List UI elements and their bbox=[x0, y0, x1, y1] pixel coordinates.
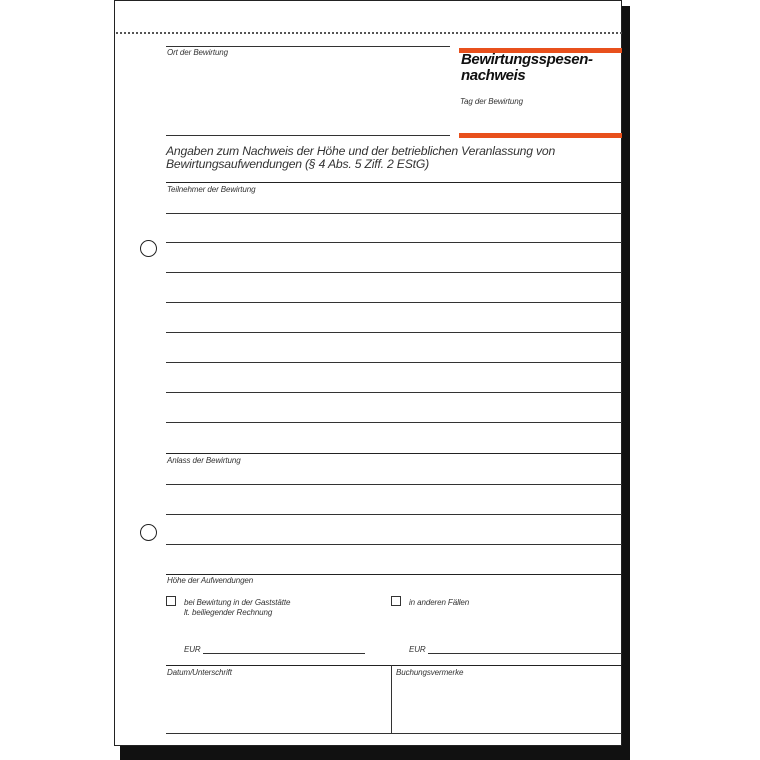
teilnehmer-section-end bbox=[166, 453, 622, 454]
teilnehmer-line[interactable] bbox=[166, 213, 622, 214]
anlass-line[interactable] bbox=[166, 514, 622, 515]
title-line-2: nachweis bbox=[461, 67, 526, 84]
teilnehmer-line[interactable] bbox=[166, 362, 622, 363]
ort-line bbox=[166, 46, 450, 47]
footer-top-line bbox=[166, 665, 622, 666]
title-line-1: Bewirtungsspesen- bbox=[461, 51, 593, 68]
gaststaette-label-1: bei Bewirtung in der Gaststätte bbox=[184, 598, 291, 607]
intro-underline bbox=[166, 182, 622, 183]
gaststaette-checkbox[interactable] bbox=[166, 596, 176, 606]
anlass-label: Anlass der Bewirtung bbox=[167, 456, 241, 465]
hoehe-label: Höhe der Aufwendungen bbox=[167, 576, 254, 585]
paper-stack-bottom bbox=[120, 746, 630, 760]
paper-stack-right bbox=[622, 6, 630, 760]
intro-text bbox=[166, 145, 626, 171]
datum-unterschrift-field[interactable] bbox=[166, 678, 390, 732]
form-title bbox=[461, 52, 593, 84]
teilnehmer-line[interactable] bbox=[166, 272, 622, 273]
buchungsvermerke-label: Buchungsvermerke bbox=[396, 668, 464, 677]
ort-bottom-line bbox=[166, 135, 450, 136]
footer-bottom-line bbox=[166, 733, 622, 734]
punch-hole-bottom bbox=[140, 524, 157, 541]
teilnehmer-line[interactable] bbox=[166, 422, 622, 423]
amount-line-2[interactable] bbox=[428, 653, 622, 654]
eur-label-2: EUR bbox=[409, 645, 426, 654]
teilnehmer-line[interactable] bbox=[166, 332, 622, 333]
tag-label: Tag der Bewirtung bbox=[460, 97, 523, 106]
intro-line-1: Angaben zum Nachweis der Höhe und der betrieblichen Veranlassung von bbox=[166, 144, 556, 158]
tag-field[interactable] bbox=[459, 106, 622, 132]
andere-faelle-label: in anderen Fällen bbox=[409, 598, 470, 607]
eur-label-1: EUR bbox=[184, 645, 201, 654]
andere-faelle-checkbox[interactable] bbox=[391, 596, 401, 606]
teilnehmer-line[interactable] bbox=[166, 242, 622, 243]
ort-field[interactable] bbox=[166, 58, 450, 134]
punch-hole-top bbox=[140, 240, 157, 257]
teilnehmer-line[interactable] bbox=[166, 302, 622, 303]
anlass-line[interactable] bbox=[166, 544, 622, 545]
accent-bar-bottom bbox=[459, 133, 622, 138]
anlass-line[interactable] bbox=[166, 484, 622, 485]
perforation-line bbox=[116, 32, 622, 34]
gaststaette-label-2: lt. beiliegender Rechnung bbox=[184, 608, 273, 617]
datum-unterschrift-label: Datum/Unterschrift bbox=[167, 668, 232, 677]
ort-label: Ort der Bewirtung bbox=[167, 48, 228, 57]
intro-line-2: Bewirtungsaufwendungen (§ 4 Abs. 5 Ziff. 2 EStG) bbox=[166, 157, 429, 171]
amount-line-1[interactable] bbox=[203, 653, 365, 654]
buchungsvermerke-field[interactable] bbox=[392, 678, 622, 732]
teilnehmer-line[interactable] bbox=[166, 392, 622, 393]
anlass-section-end bbox=[166, 574, 622, 575]
teilnehmer-label: Teilnehmer der Bewirtung bbox=[167, 185, 256, 194]
